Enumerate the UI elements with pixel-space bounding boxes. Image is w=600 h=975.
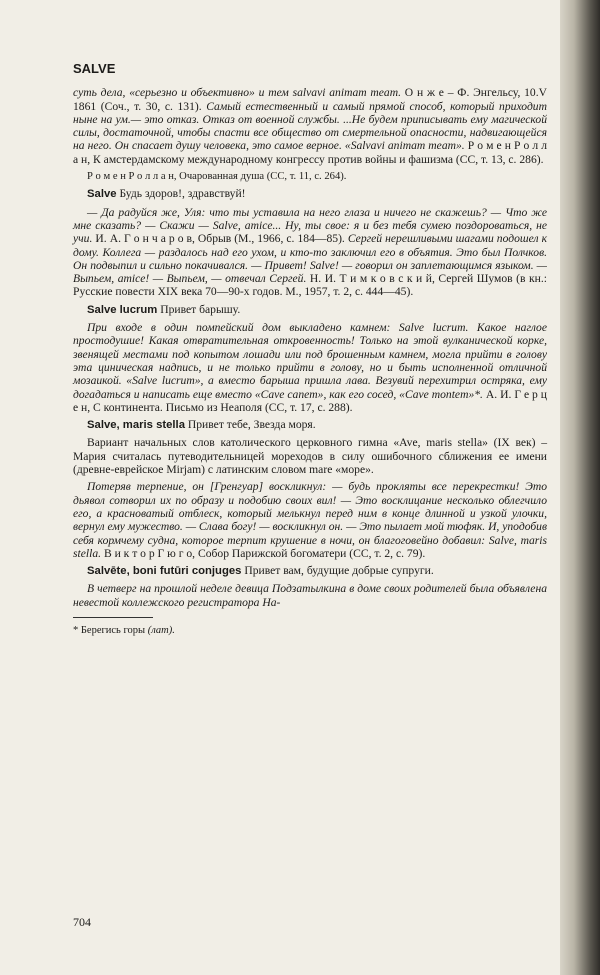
reference-line: Р о м е н Р о л л а н, Очарованная душа (СС, т. 11, с. 264). — [87, 171, 347, 183]
quote-text: Потеряв терпение, он [Гренгуар] воскликнул: — будь прокляты все перекрестки! Это дьявол сотворил их по образу и подобию своих вил! — Это восклицание несколько облегчило его, а красноватый отблеск, который мелькнул перед ним в конце длинной и узкой улочки, вернул ему мужество. — Слава богу! — воскликнул он. — Это пылает мой тюфяк. И, уподобив себя кормчему судна, которое терпит крушение в ночи, он благоговейно добавил: Salve, maris stella. — [73, 480, 547, 560]
quote-attribution: О н ж е – Ф. Энгельсу, 10.V 1861 (Соч., т. 30, с. 131). — [73, 86, 547, 113]
quote-attribution: И. А. Г о н ч а р о в, Обрыв (М., 1966, с. 184—85). — [95, 232, 345, 246]
quote-text: Самый естественный и самый прямой способ, который приходит ныне на ум.— это отказ. Отказ от военной службы. ...Не будем приписывать ему магической силы, достаточной, чтобы спасти все общество от смертельной опасности, надвигающейся на него. Он спасает душу человека, это самое верное. «Salvavi animam meam». — [73, 99, 547, 153]
entry-term: Salve lucrum — [87, 303, 158, 316]
footnote-divider — [73, 617, 153, 618]
entry-gloss: Привет барышу. — [160, 302, 241, 316]
quote-attribution: А. И. Г е р ц е н, С континента. Письмо из Неаполя (СС, т. 17, с. 288). — [73, 387, 547, 414]
entry-term: Salve, maris stella — [87, 419, 185, 432]
quote-text: При входе в один помпейский дом выкладено камнем: Salve lucrum. Какое наглое простодушие! Какая отвратительная откровенность! Только на этой вулканической корке, звенящей местами под копытом лошади или под брошенным камнем, могла прийти в голову эта циническая надпись, и не только прийти в голову, но и быть исполненной отличной мозаикой. «Salve lucrum», а вместо барыша пришла лава. Везувий перехитрил остряка, ему догадаться и написать еще вместо «Cave canem», как его сосед, «Cave montem»*. — [73, 321, 547, 401]
entry-heading — [73, 418, 547, 432]
entry-quote — [73, 480, 547, 560]
quote-attribution: В и к т о р Г ю г о, Собор Парижской богоматери (СС, т. 2, с. 79). — [103, 546, 426, 560]
footnote — [73, 624, 547, 637]
page-content — [73, 62, 547, 637]
footnote-text: * Берегись горы — [73, 624, 146, 636]
quote-text: В четверг на прошлой неделе девица Подзатылкина в доме своих родителей была объявлена невестой коллежского регистратора На- — [73, 582, 547, 609]
entry-quote — [73, 206, 547, 299]
entry-explanation: Вариант начальных слов католического церковного гимна «Ave, maris stella» (IX век) – Мария считалась путеводительницей мореходов в силу ошибочного сближения ее имени (древне-еврейское Mirjam) с латинским словом mare «море». — [73, 436, 547, 477]
entry-heading — [73, 303, 547, 317]
entry-heading — [73, 564, 547, 578]
page-number: 704 — [73, 915, 91, 929]
entry-term: Salve — [87, 188, 117, 201]
quote-text: суть дела, «серьезно и объективно» и тем salvavi animam meam. — [73, 86, 401, 100]
entry-term: Salvēte, boni futūri conjuges — [87, 565, 242, 578]
running-header: SALVE — [73, 61, 116, 76]
entry-quote — [73, 582, 547, 609]
entry-gloss: Привет тебе, Звезда моря. — [187, 418, 316, 432]
footnote-language: (лат). — [147, 624, 175, 636]
entry-gloss: Будь здоров!, здравствуй! — [119, 187, 246, 201]
entry-gloss: Привет вам, будущие добрые супруги. — [244, 564, 434, 578]
quote-text: Сергей нерешливыми шагами подошел к дому. Коллега — раздалось над его ухом, и кто-то заключил его в объятия. Это был Полчков. Он подвыпил и сильно покачивался. — Привет! Salve! — говорил он заплетающимся языком. — Выпьем, amice! — Выпьем, — отвечал Сергей. — [73, 232, 548, 286]
quote-attribution: Н. И. Т и м к о в с к и й, Сергей Шумов (в кн.: Русские повести XIX века 70—90-х годов. М., 1957, т. 2, с. 444—45). — [73, 272, 547, 299]
paragraph-continuation — [73, 86, 547, 166]
entry-heading — [73, 187, 547, 201]
entry-quote — [73, 321, 547, 414]
quote-attribution: Р о м е н Р о л л а н, К амстердамскому международному конгрессу против войны и фашизма (СС, т. 13, с. 286). — [73, 139, 547, 166]
quote-text: — Да радуйся же, Уля: что ты уставила на него глаза и ничего не скажешь? — Что же мне сказать? — Скажи — Salve, amice... Ну, ты свое: я и без тебя сумею поздороваться, не учи. — [73, 205, 547, 246]
book-spine-shadow — [560, 0, 600, 975]
